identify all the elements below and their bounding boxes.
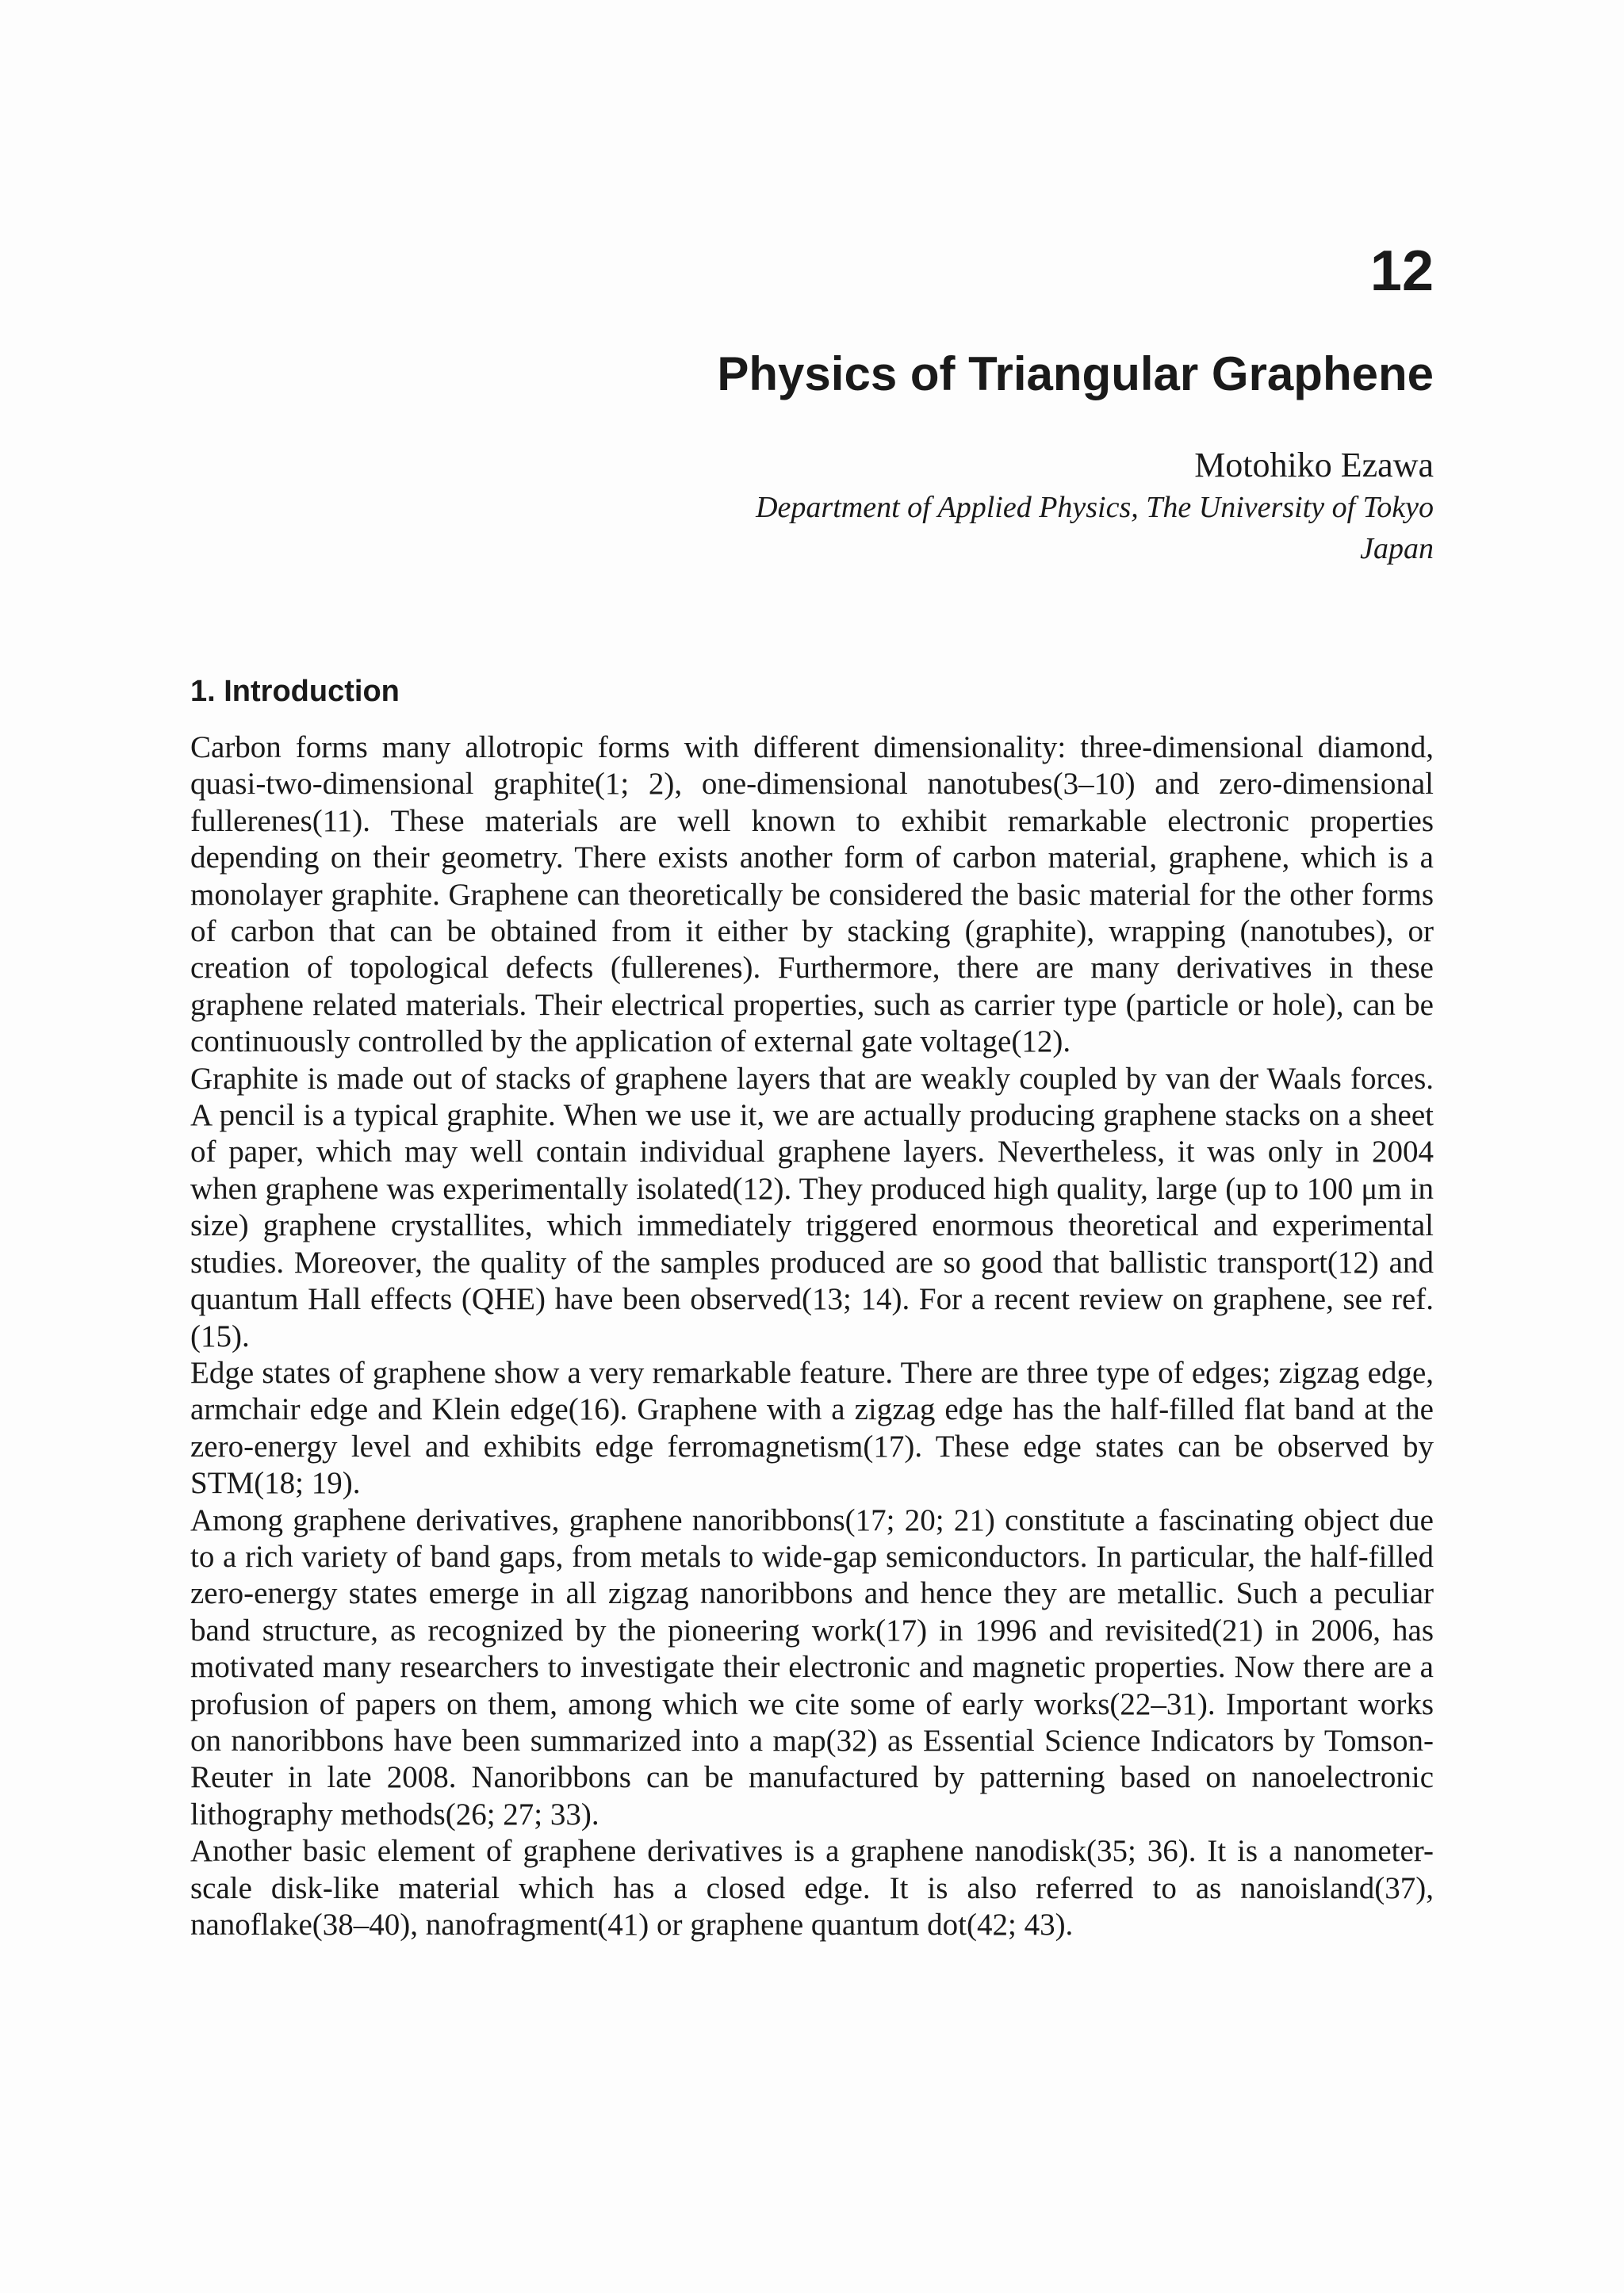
- author-name: Motohiko Ezawa: [1194, 446, 1434, 484]
- chapter-title: Physics of Triangular Graphene: [717, 347, 1434, 400]
- affiliation-line-2: Japan: [1360, 532, 1434, 565]
- affiliation-line-1: Department of Applied Physics, The University of Tokyo: [756, 491, 1434, 524]
- paragraph: Another basic element of graphene derivatives is a graphene nanodisk(35; 36). It is a nanometer-scale disk-like material which has a closed edge. It is also referred to as nanoisland(37), nanoflake(38–40), nanofragment(41) or graphene quantum dot(42; 43).: [190, 1834, 1434, 1942]
- chapter-number: 12: [1369, 239, 1434, 303]
- paragraph: Graphite is made out of stacks of graphene layers that are weakly coupled by van der Waals forces. A pencil is a typical graphite. When we use it, we are actually producing graphene stacks on a sheet of paper, which may well contain individual graphene layers. Nevertheless, it was only in 2004 when graphene was experimentally isolated(12). They produced high quality, large (up to 100 μm in size) graphene crystallites, which immediately triggered enormous theoretical and experimental studies. Moreover, the quality of the samples produced are so good that ballistic transport(12) and quantum Hall effects (QHE) have been observed(13; 14). For a recent review on graphene, see ref. (15).: [190, 1061, 1434, 1353]
- author-block: [403, 444, 1434, 569]
- section-body: [190, 729, 1434, 1943]
- paragraph: Among graphene derivatives, graphene nanoribbons(17; 20; 21) constitute a fascinating object due to a rich variety of band gaps, from metals to wide-gap semiconductors. In particular, the half-filled zero-energy states emerge in all zigzag nanoribbons and hence they are metallic. Such a peculiar band structure, as recognized by the pioneering work(17) in 1996 and revisited(21) in 2006, has motivated many researchers to investigate their electronic and magnetic properties. Now there are a profusion of papers on them, among which we cite some of early works(22–31). Important works on nanoribbons have been summarized into a map(32) as Essential Science Indicators by Tomson-Reuter in late 2008. Nanoribbons can be manufactured by patterning based on nanoelectronic lithography methods(26; 27; 33).: [190, 1503, 1434, 1832]
- paragraph: Edge states of graphene show a very remarkable feature. There are three type of edges; zigzag edge, armchair edge and Klein edge(16). Graphene with a zigzag edge has the half-filled flat band at the zero-energy level and exhibits edge ferromagnetism(17). These edge states can be observed by STM(18; 19).: [190, 1355, 1434, 1501]
- paragraph: Carbon forms many allotropic forms with different dimensionality: three-dimensional diamond, quasi-two-dimensional graphite(1; 2), one-dimensional nanotubes(3–10) and zero-dimensional fullerenes(11). These materials are well known to exhibit remarkable electronic properties depending on their geometry. There exists another form of carbon material, graphene, which is a monolayer graphite. Graphene can theoretically be considered the basic material for the other forms of carbon that can be obtained from it either by stacking (graphite), wrapping (nanotubes), or creation of topological defects (fullerenes). Furthermore, there are many derivatives in these graphene related materials. Their electrical properties, such as carrier type (particle or hole), can be continuously controlled by the application of external gate voltage(12).: [190, 730, 1434, 1059]
- section-heading: 1. Introduction: [190, 675, 400, 708]
